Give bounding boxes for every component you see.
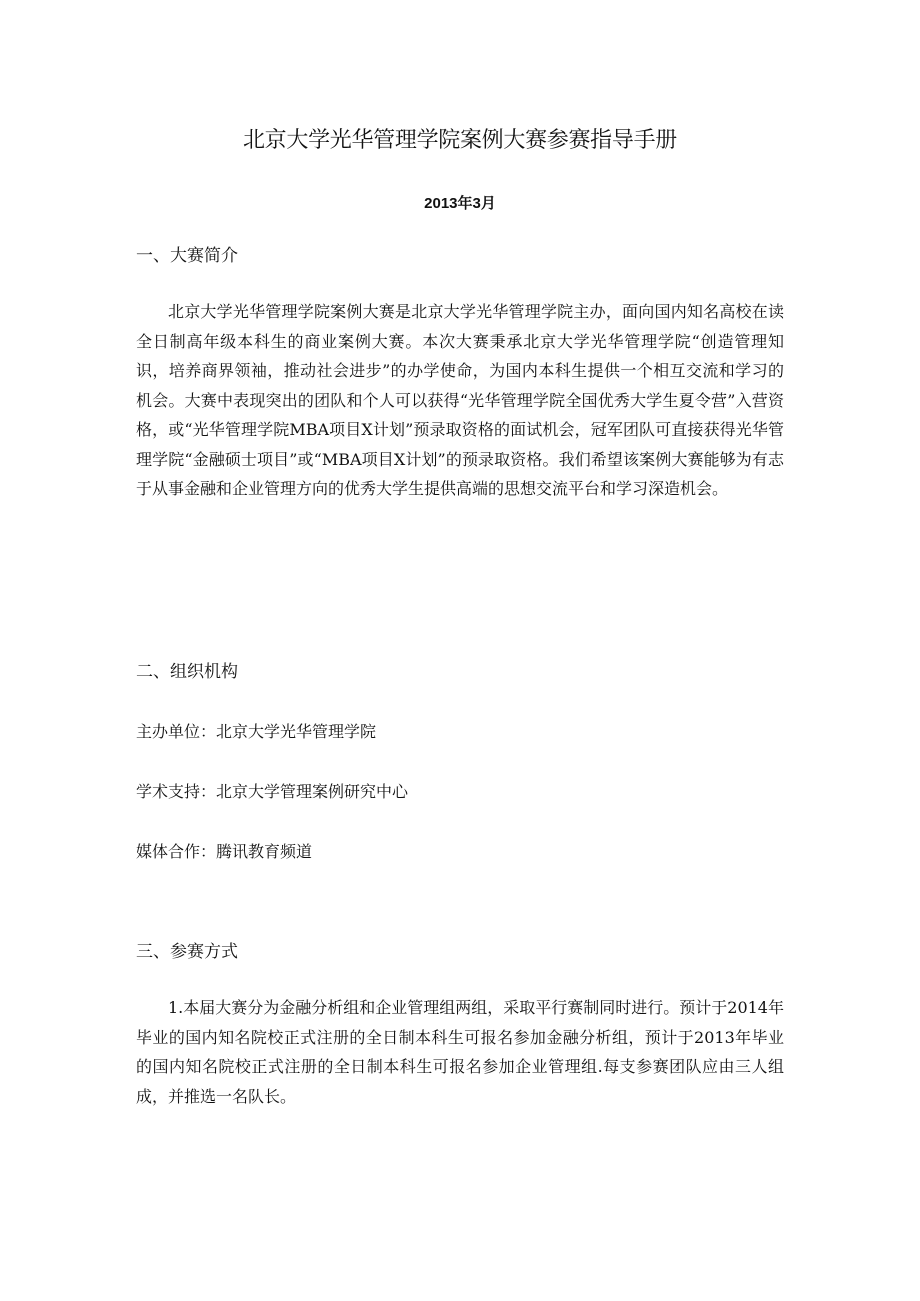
document-date: 2013年3月 — [424, 195, 496, 212]
section-paragraph-intro: 北京大学光华管理学院案例大赛是北京大学光华管理学院主办，面向国内知名高校在读全日制高年级本科生的商业案例大赛。本次大赛秉承北京大学光华管理学院“创造管理知识，培养商界领袖，推动社会进步”的办学使命，为国内本科生提供一个相互交流和学习的机会。大赛中表现突出的团队和个人可以获得“光华管理学院全国优秀大学生夏令营”入营资格，或“光华管理学院MBA项目X计划”预录取资格的面试机会，冠军团队可直接获得光华管理学院“金融硕士项目”或“MBA项目X计划”的预录取资格。我们希望该案例大赛能够为有志于从事金融和企业管理方向的优秀大学生提供高端的思想交流平台和学习深造机会。 — [136, 302, 784, 498]
section-heading-organization: 二、组织机构 — [136, 662, 238, 682]
organization-host: 主办单位：北京大学光华管理学院 — [136, 722, 377, 741]
section-paragraph-participation: 1.本届大赛分为金融分析组和企业管理组两组，采取平行赛制同时进行。预计于2014年毕业的国内知名院校正式注册的全日制本科生可报名参加金融分析组，预计于2013年毕业的国内知名院校正式注册的全日制本科生可报名参加企业管理组.每支参赛团队应由三人组成，并推选一名队长。 — [136, 998, 784, 1106]
organization-media-partner: 媒体合作：腾讯教育频道 — [136, 842, 313, 861]
section-heading-intro: 一、大赛简介 — [136, 246, 238, 266]
section-heading-participation: 三、参赛方式 — [136, 942, 238, 962]
document-title: 北京大学光华管理学院案例大赛参赛指导手册 — [242, 128, 677, 153]
organization-academic-support: 学术支持：北京大学管理案例研究中心 — [136, 782, 409, 801]
